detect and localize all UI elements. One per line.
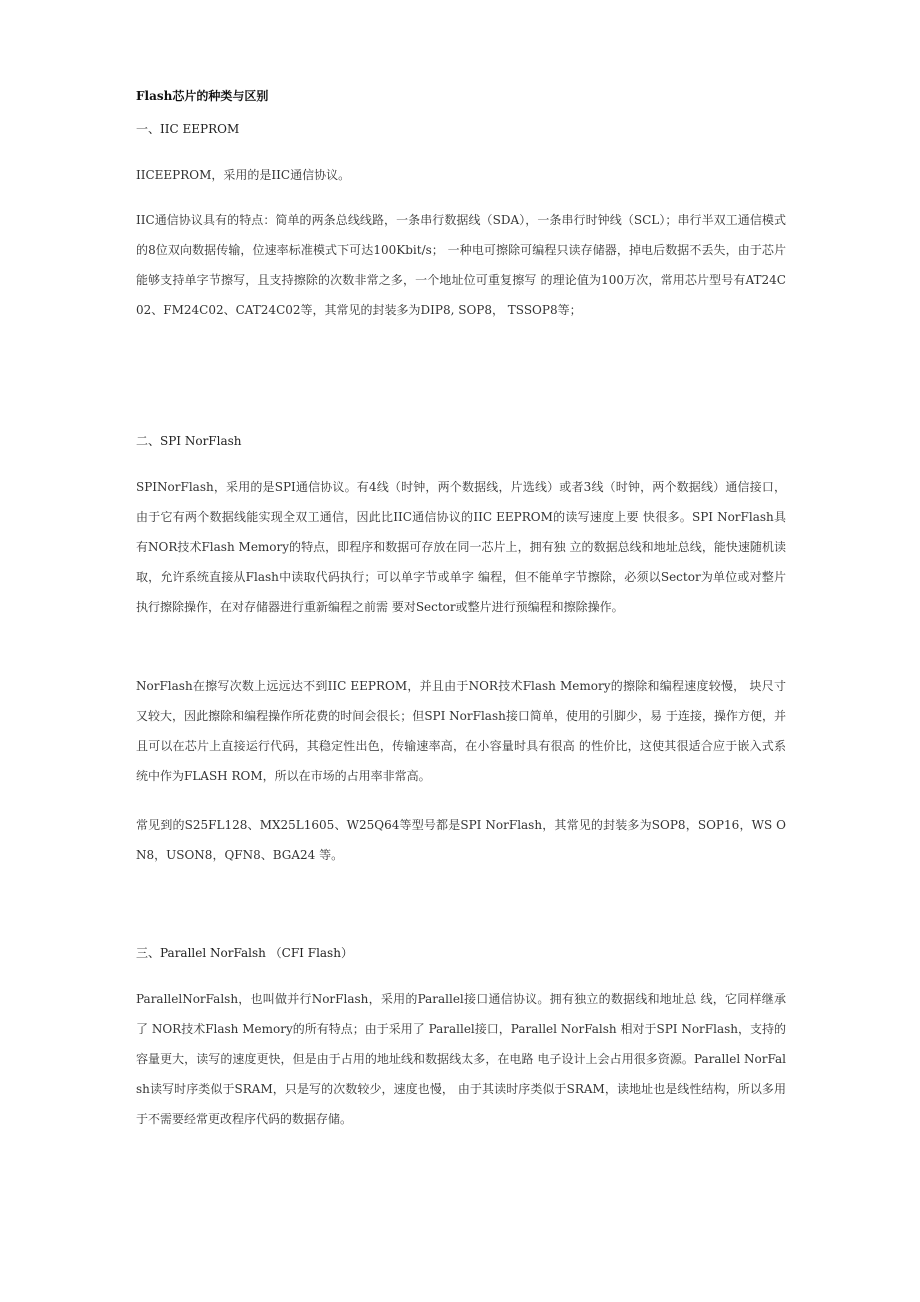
section-heading-iic-eeprom: 一、IIC EEPROM <box>136 122 240 136</box>
paragraph: NorFlash在擦写次数上远远达不到IIC EEPROM，并且由于NOR技术Flash Memory的擦除和编程速度较慢， 块尺寸又较大，因此擦除和编程操作所花费的时间会很长；但SPI NorFlash接口简单，使用的引脚少，易 于连接，操作方便，并且可以在芯片上直接运行代码，其稳定性出色，传输速率高，在小容量时具有很高 的性价比，这使其很适合应于嵌入式系统中作为FLASH ROM，所以在市场的占用率非常高。 <box>136 679 786 783</box>
section-heading-spi-norflash: 二、SPI NorFlash <box>136 434 242 448</box>
paragraph: SPINorFlash，采用的是SPI通信协议。有4线（时钟，两个数据线，片选线）或者3线（时钟，两个数据线）通信接口，由于它有两个数据线能实现全双工通信，因此比IIC通信协议的IIC EEPROM的读写速度上要 快很多。SPI NorFlash具有NOR技术Flash Memory的特点，即程序和数据可存放在同一芯片上，拥有独 立的数据总线和地址总线，能快速随机读取，允许系统直接从Flash中读取代码执行；可以单字节或单字 编程，但不能单字节擦除，必须以Sector为单位或对整片执行擦除操作，在对存储器进行重新编程之前需 要对Sector或整片进行预编程和擦除操作。 <box>136 480 786 614</box>
document-title: Flash芯片的种类与区别 <box>136 89 269 103</box>
section-heading-parallel-norflash: 三、Parallel NorFalsh （CFI Flash） <box>136 946 353 960</box>
paragraph: 常见到的S25FL128、MX25L1605、W25Q64等型号都是SPI NorFlash，其常见的封装多为SOP8，SOP16，WS ON8，USON8，QFN8、BGA24 等。 <box>136 818 786 862</box>
paragraph: ParallelNorFalsh，也叫做并行NorFlash，采用的Parallel接口通信协议。拥有独立的数据线和地址总 线，它同样继承了 NOR技术Flash Memory的所有特点；由于采用了 Parallel接口，Parallel NorFalsh 相对于SPI NorFlash，支持的容量更大，读写的速度更快，但是由于占用的地址线和数据线太多，在电路 电子设计上会占用很多资源。Parallel NorFalsh读写时序类似于SRAM，只是写的次数较少，速度也慢， 由于其读时序类似于SRAM，读地址也是线性结构，所以多用于不需要经常更改程序代码的数据存储。 <box>136 992 786 1126</box>
paragraph: IICEEPROM，采用的是IIC通信协议。 <box>136 168 351 182</box>
paragraph: IIC通信协议具有的特点：简单的两条总线线路，一条串行数据线（SDA），一条串行时钟线（SCL）；串行半双工通信模式的8位双向数据传输，位速率标准模式下可达100Kbit/s； 一种电可擦除可编程只读存储器，掉电后数据不丢失，由于芯片能够支持单字节擦写，且支持擦除的次数非常之多，一个地址位可重复擦写 的理论值为100万次，常用芯片型号有AT24C02、FM24C02、CAT24C02等，其常见的封装多为DIP8, SOP8， TSSOP8等； <box>136 213 786 317</box>
